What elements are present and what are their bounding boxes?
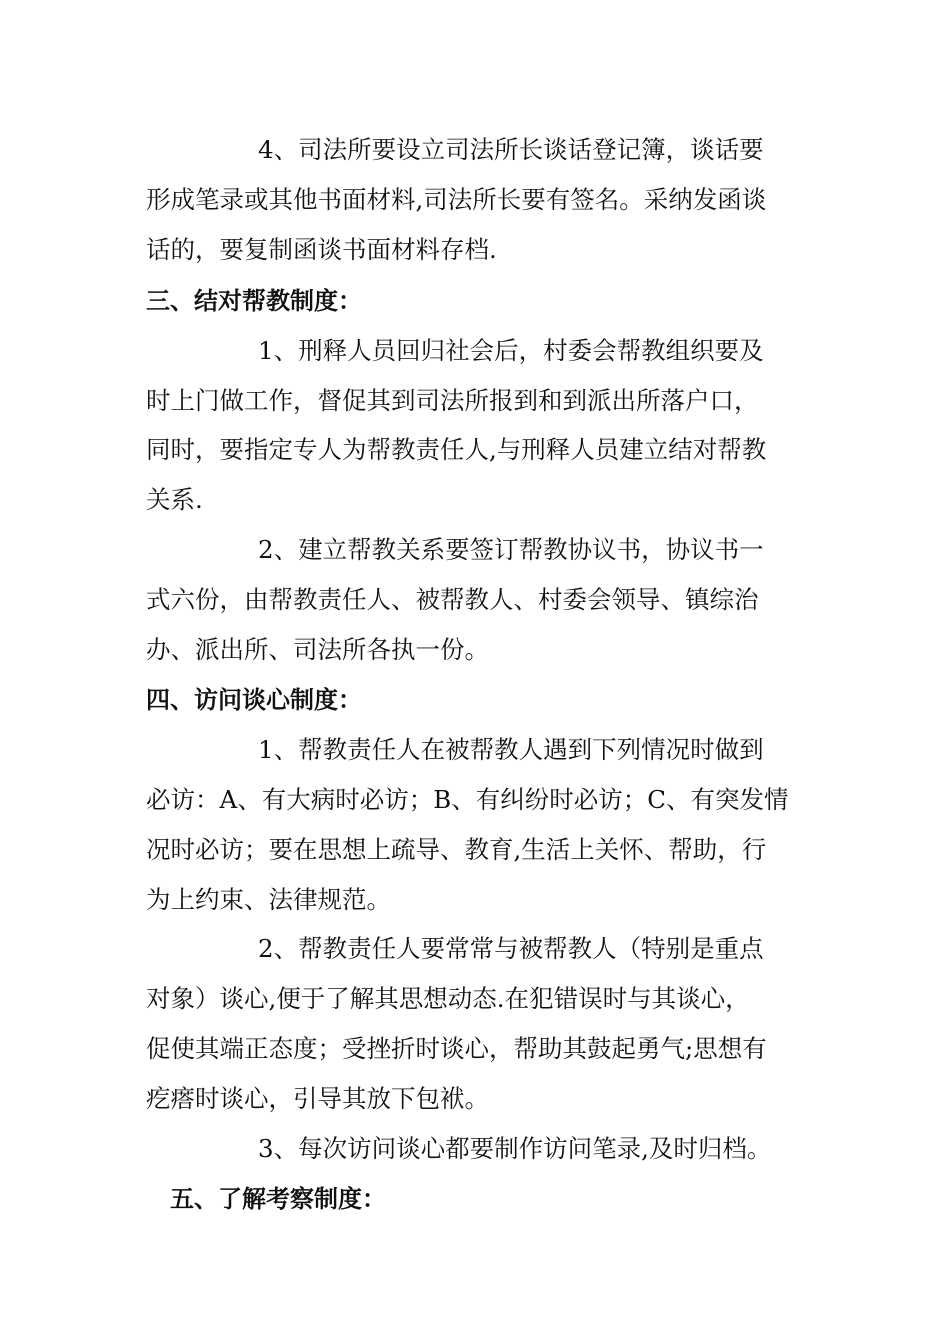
section-heading-4: 四、访问谈心制度： <box>146 686 362 714</box>
paragraph-line: 同时，要指定专人为帮教责任人,与刑释人员建立结对帮教 <box>146 435 767 464</box>
paragraph-line: 3、每次访问谈心都要制作访问笔录,及时归档。 <box>258 1134 772 1163</box>
paragraph-line: 关系. <box>146 485 203 514</box>
section-heading-5: 五、了解考察制度： <box>170 1185 386 1213</box>
paragraph-line: 为上约束、法律规范。 <box>146 885 391 914</box>
paragraph-line: 形成笔录或其他书面材料,司法所长要有签名。采纳发函谈 <box>146 185 767 214</box>
paragraph-line: 4、司法所要设立司法所长谈话登记簿，谈话要 <box>258 135 764 164</box>
paragraph-line: 疙瘩时谈心，引导其放下包袱。 <box>146 1084 489 1113</box>
paragraph-line: 时上门做工作，督促其到司法所报到和到派出所落户口， <box>146 386 759 415</box>
paragraph-line: 促使其端正态度；受挫折时谈心，帮助其鼓起勇气;思想有 <box>146 1034 767 1063</box>
paragraph-line: 1、刑释人员回归社会后，村委会帮教组织要及 <box>258 336 764 365</box>
paragraph-line: 办、派出所、司法所各执一份。 <box>146 635 489 664</box>
paragraph-line: 话的，要复制函谈书面材料存档. <box>146 235 497 264</box>
paragraph-line: 1、帮教责任人在被帮教人遇到下列情况时做到 <box>258 735 764 764</box>
section-heading-3: 三、结对帮教制度： <box>146 287 362 315</box>
paragraph-line: 必访：A、有大病时必访；B、有纠纷时必访；C、有突发情 <box>146 785 789 814</box>
paragraph-line: 2、建立帮教关系要签订帮教协议书，协议书一 <box>258 535 764 564</box>
paragraph-line: 式六份，由帮教责任人、被帮教人、村委会领导、镇综治 <box>146 585 759 614</box>
paragraph-line: 对象）谈心,便于了解其思想动态.在犯错误时与其谈心， <box>146 984 750 1013</box>
paragraph-line: 况时必访；要在思想上疏导、教育,生活上关怀、帮助，行 <box>146 835 767 864</box>
paragraph-line: 2、帮教责任人要常常与被帮教人（特别是重点 <box>258 934 764 963</box>
